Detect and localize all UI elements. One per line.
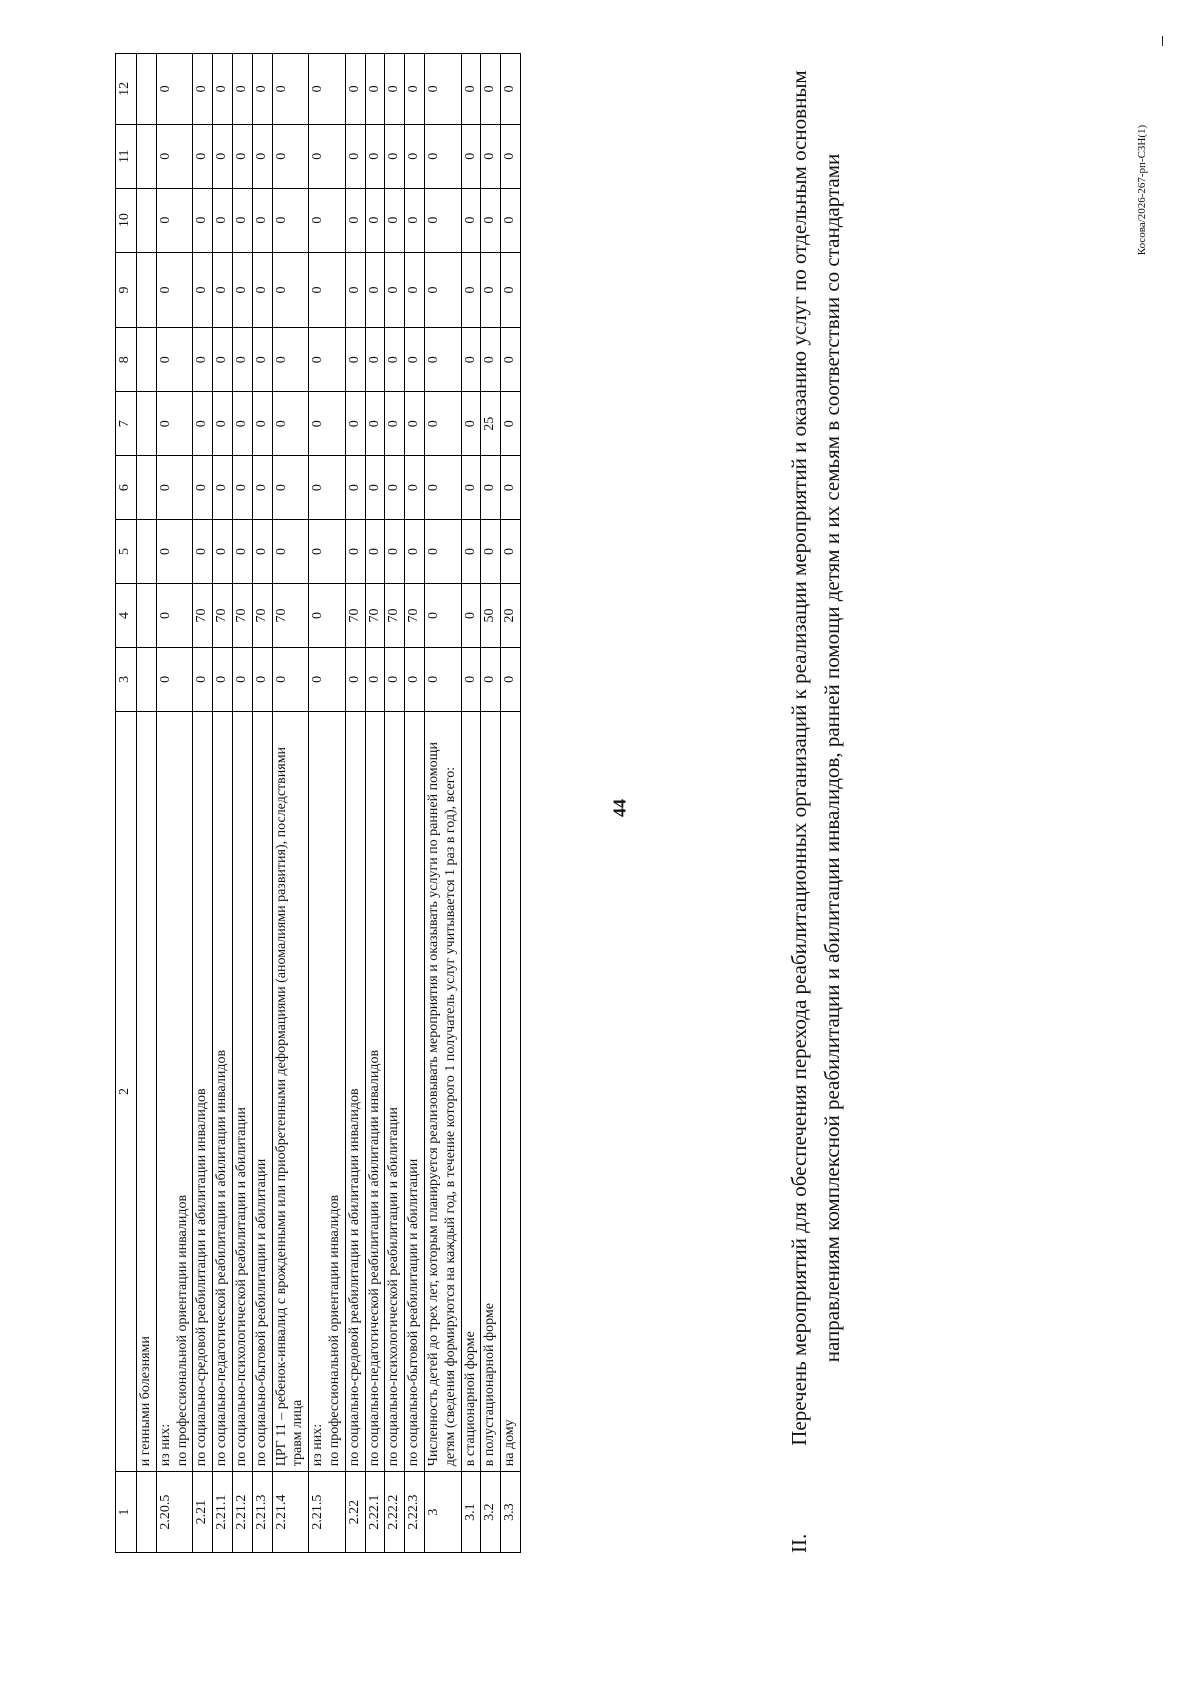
row-value: 70 (272, 583, 309, 647)
row-code: 2.21.1 (213, 1472, 233, 1553)
row-value: 0 (156, 124, 193, 188)
row-value: 0 (272, 124, 309, 188)
row-value: 0 (156, 188, 193, 252)
row-code: 2.21.4 (272, 1472, 309, 1553)
column-header: 12 (116, 54, 137, 125)
row-value: 0 (272, 328, 309, 392)
row-value: 0 (481, 252, 501, 328)
row-value: 0 (501, 520, 521, 584)
row-value: 0 (252, 54, 272, 125)
row-value: 70 (385, 583, 405, 647)
row-value: 0 (385, 124, 405, 188)
row-value: 0 (252, 328, 272, 392)
row-description: из них: по профессиональной ориентации инвалидов (309, 711, 346, 1471)
row-value (137, 124, 157, 188)
row-value: 0 (385, 392, 405, 456)
row-value: 0 (272, 647, 309, 711)
row-value: 70 (405, 583, 425, 647)
row-value: 0 (272, 54, 309, 125)
row-value: 0 (424, 456, 461, 520)
row-value: 0 (385, 520, 405, 584)
row-value: 0 (345, 252, 365, 328)
row-value: 0 (461, 456, 481, 520)
row-value: 0 (345, 328, 365, 392)
table-row (501, 54, 521, 1553)
row-value (137, 188, 157, 252)
row-value: 0 (252, 124, 272, 188)
row-value: 0 (481, 647, 501, 711)
row-value: 0 (365, 456, 385, 520)
row-value: 0 (345, 188, 365, 252)
row-value: 0 (385, 647, 405, 711)
row-value: 0 (501, 392, 521, 456)
row-value: 0 (365, 252, 385, 328)
row-value: 0 (193, 54, 213, 125)
row-value: 0 (461, 583, 481, 647)
row-value: 0 (424, 124, 461, 188)
row-description: по социально-педагогической реабилитации и абилитации инвалидов (213, 711, 233, 1471)
row-value: 0 (501, 54, 521, 125)
row-value (137, 392, 157, 456)
row-value: 50 (481, 583, 501, 647)
row-value: 0 (309, 328, 346, 392)
row-value: 0 (365, 392, 385, 456)
row-description: ЦРГ 11 – ребенок-инвалид с врожденными или приобретенными деформациями (аномалиями развития), последствиями травм лица (272, 711, 309, 1471)
row-code: 3.2 (481, 1472, 501, 1553)
row-value: 0 (193, 188, 213, 252)
section-heading (783, 53, 848, 1553)
row-value: 0 (309, 252, 346, 328)
row-value: 0 (252, 188, 272, 252)
row-value: 0 (405, 392, 425, 456)
row-code: 2.22.2 (385, 1472, 405, 1553)
row-value: 0 (365, 328, 385, 392)
table-row (193, 54, 213, 1553)
row-description: из них: по профессиональной ориентации инвалидов (156, 711, 193, 1471)
row-value: 0 (424, 252, 461, 328)
row-value: 0 (365, 54, 385, 125)
row-value: 0 (461, 252, 481, 328)
row-value: 0 (309, 392, 346, 456)
row-code: 3 (424, 1472, 461, 1553)
column-header: 11 (116, 124, 137, 188)
column-header: 4 (116, 583, 137, 647)
row-value: 0 (461, 54, 481, 125)
table-row (405, 54, 425, 1553)
row-value: 70 (252, 583, 272, 647)
row-description: по социально-бытовой реабилитации и абилитации (252, 711, 272, 1471)
row-value (137, 252, 157, 328)
row-value: 0 (424, 520, 461, 584)
row-value: 0 (461, 392, 481, 456)
row-value: 0 (213, 520, 233, 584)
row-value: 0 (345, 124, 365, 188)
row-value: 0 (309, 583, 346, 647)
table-row (461, 54, 481, 1553)
row-value: 20 (501, 583, 521, 647)
row-value: 0 (405, 252, 425, 328)
row-code: 2.21.3 (252, 1472, 272, 1553)
row-description: в стационарной форме (461, 711, 481, 1471)
row-code (137, 1472, 157, 1553)
row-value: 0 (156, 456, 193, 520)
row-value: 0 (156, 328, 193, 392)
row-value: 0 (272, 392, 309, 456)
row-value: 0 (213, 188, 233, 252)
row-value: 0 (405, 520, 425, 584)
corner-mark (1162, 36, 1163, 46)
section-title: Перечень мероприятий для обеспечения перехода реабилитационных организаций к реализации мероприятий и оказанию услуг по отдельным основным направлениям комплексной реабилитации и абилитации инвалидов, ранней помощи детям и их семьям в соответствии со стандартами (787, 70, 844, 1446)
row-value: 0 (405, 124, 425, 188)
row-value: 0 (481, 456, 501, 520)
row-value: 0 (232, 328, 252, 392)
row-value: 0 (345, 392, 365, 456)
row-value: 0 (309, 124, 346, 188)
table-row (385, 54, 405, 1553)
row-value: 0 (345, 54, 365, 125)
row-description: по социально-психологической реабилитации и абилитации (232, 711, 252, 1471)
row-value: 0 (213, 456, 233, 520)
row-code: 2.22.1 (365, 1472, 385, 1553)
row-value: 0 (309, 188, 346, 252)
column-header: 2 (116, 711, 137, 1471)
row-value (137, 583, 157, 647)
column-header: 7 (116, 392, 137, 456)
row-value: 0 (232, 188, 252, 252)
row-value: 0 (193, 252, 213, 328)
row-code: 2.21.5 (309, 1472, 346, 1553)
row-value: 0 (213, 124, 233, 188)
row-value: 0 (501, 456, 521, 520)
row-value: 0 (232, 124, 252, 188)
row-value: 0 (405, 54, 425, 125)
row-value: 0 (193, 456, 213, 520)
table-header-row (116, 54, 137, 1553)
row-value: 70 (213, 583, 233, 647)
row-value: 0 (424, 188, 461, 252)
table-row (213, 54, 233, 1553)
table-row (232, 54, 252, 1553)
row-value: 0 (156, 252, 193, 328)
row-value (137, 520, 157, 584)
row-code: 3.3 (501, 1472, 521, 1553)
data-table (115, 53, 521, 1553)
row-value: 70 (193, 583, 213, 647)
row-value: 0 (385, 456, 405, 520)
row-value: 0 (385, 188, 405, 252)
row-value: 0 (309, 54, 346, 125)
row-value (137, 647, 157, 711)
row-description: Численность детей до трех лет, которым планируется реализовывать мероприятия и оказывать услуги по ранней помощи детям (сведения формируются на каждый год, в течение которого 1 получатель услуг учитывается 1 раз в год), всего: (424, 711, 461, 1471)
row-value: 0 (213, 54, 233, 125)
row-value: 0 (481, 328, 501, 392)
page-number: 44 (609, 799, 630, 817)
row-value: 0 (252, 252, 272, 328)
row-value: 0 (501, 124, 521, 188)
row-value: 0 (232, 54, 252, 125)
row-value: 0 (481, 54, 501, 125)
row-value: 0 (424, 54, 461, 125)
row-value: 0 (461, 124, 481, 188)
section-number: II. (787, 1533, 811, 1553)
row-value (137, 456, 157, 520)
row-code: 2.20.5 (156, 1472, 193, 1553)
row-value: 0 (156, 647, 193, 711)
table-row (345, 54, 365, 1553)
row-value: 0 (252, 520, 272, 584)
column-header: 1 (116, 1472, 137, 1553)
row-value: 0 (424, 647, 461, 711)
row-description: и генными болезнями (137, 711, 157, 1471)
row-value: 0 (424, 328, 461, 392)
row-code: 2.21.2 (232, 1472, 252, 1553)
row-value: 0 (461, 328, 481, 392)
row-description: по социально-бытовой реабилитации и абилитации (405, 711, 425, 1471)
column-header: 10 (116, 188, 137, 252)
table-row (309, 54, 346, 1553)
row-value: 70 (345, 583, 365, 647)
column-header: 9 (116, 252, 137, 328)
table-row (424, 54, 461, 1553)
row-value (137, 328, 157, 392)
row-description: в полустационарной форме (481, 711, 501, 1471)
row-value: 0 (193, 520, 213, 584)
row-value: 0 (232, 520, 252, 584)
row-value: 0 (365, 124, 385, 188)
table-row (365, 54, 385, 1553)
row-value: 0 (405, 188, 425, 252)
row-value: 0 (501, 188, 521, 252)
row-value: 0 (309, 456, 346, 520)
row-value: 0 (385, 328, 405, 392)
row-value: 0 (501, 252, 521, 328)
row-description: по социально-средовой реабилитации и абилитации инвалидов (193, 711, 213, 1471)
row-value: 0 (309, 520, 346, 584)
table-row (481, 54, 501, 1553)
row-value: 0 (193, 124, 213, 188)
row-value: 0 (213, 328, 233, 392)
row-value (137, 54, 157, 125)
table-body (137, 54, 521, 1553)
row-value: 0 (365, 647, 385, 711)
row-value: 0 (365, 520, 385, 584)
row-value: 0 (252, 456, 272, 520)
row-value: 0 (156, 520, 193, 584)
row-value: 0 (193, 647, 213, 711)
row-code: 2.22.3 (405, 1472, 425, 1553)
row-value: 0 (461, 188, 481, 252)
row-value: 0 (405, 328, 425, 392)
row-code: 3.1 (461, 1472, 481, 1553)
row-value: 0 (232, 252, 252, 328)
row-value: 0 (193, 328, 213, 392)
document-code: Косова/2026-267-рп-СЗН(1) (1136, 124, 1148, 256)
row-value: 0 (156, 54, 193, 125)
table-row (272, 54, 309, 1553)
row-description: на дому (501, 711, 521, 1471)
row-value: 0 (213, 392, 233, 456)
row-value: 0 (405, 456, 425, 520)
row-value: 0 (345, 647, 365, 711)
row-value: 0 (405, 647, 425, 711)
row-value: 0 (365, 188, 385, 252)
table-row (156, 54, 193, 1553)
row-value: 0 (156, 583, 193, 647)
table-row (252, 54, 272, 1553)
row-code: 2.21 (193, 1472, 213, 1553)
row-value: 0 (272, 252, 309, 328)
row-value: 0 (385, 54, 405, 125)
row-value: 0 (213, 252, 233, 328)
row-value: 0 (501, 647, 521, 711)
row-value: 0 (424, 583, 461, 647)
row-value: 70 (232, 583, 252, 647)
row-value: 0 (213, 647, 233, 711)
row-value: 0 (232, 456, 252, 520)
row-value: 0 (481, 124, 501, 188)
column-header: 8 (116, 328, 137, 392)
row-value: 0 (424, 392, 461, 456)
row-value: 0 (481, 520, 501, 584)
row-value: 0 (232, 647, 252, 711)
row-value: 0 (481, 188, 501, 252)
column-header: 6 (116, 456, 137, 520)
row-value: 0 (345, 456, 365, 520)
row-value: 0 (272, 188, 309, 252)
row-value: 0 (232, 392, 252, 456)
row-description: по социально-средовой реабилитации и абилитации инвалидов (345, 711, 365, 1471)
row-value: 0 (501, 328, 521, 392)
row-value: 0 (252, 392, 272, 456)
row-value: 0 (309, 647, 346, 711)
rotated-page-content (115, 53, 1200, 1553)
row-value: 0 (345, 520, 365, 584)
row-value: 0 (461, 647, 481, 711)
row-value: 0 (272, 456, 309, 520)
column-header: 3 (116, 647, 137, 711)
row-value: 0 (272, 520, 309, 584)
row-description: по социально-психологической реабилитации и абилитации (385, 711, 405, 1471)
row-value: 25 (481, 392, 501, 456)
row-value: 0 (156, 392, 193, 456)
table-row (137, 54, 157, 1553)
row-value: 0 (461, 520, 481, 584)
row-description: по социально-педагогической реабилитации и абилитации инвалидов (365, 711, 385, 1471)
row-value: 0 (252, 647, 272, 711)
row-value: 0 (193, 392, 213, 456)
row-value: 0 (385, 252, 405, 328)
row-value: 70 (365, 583, 385, 647)
row-code: 2.22 (345, 1472, 365, 1553)
column-header: 5 (116, 520, 137, 584)
